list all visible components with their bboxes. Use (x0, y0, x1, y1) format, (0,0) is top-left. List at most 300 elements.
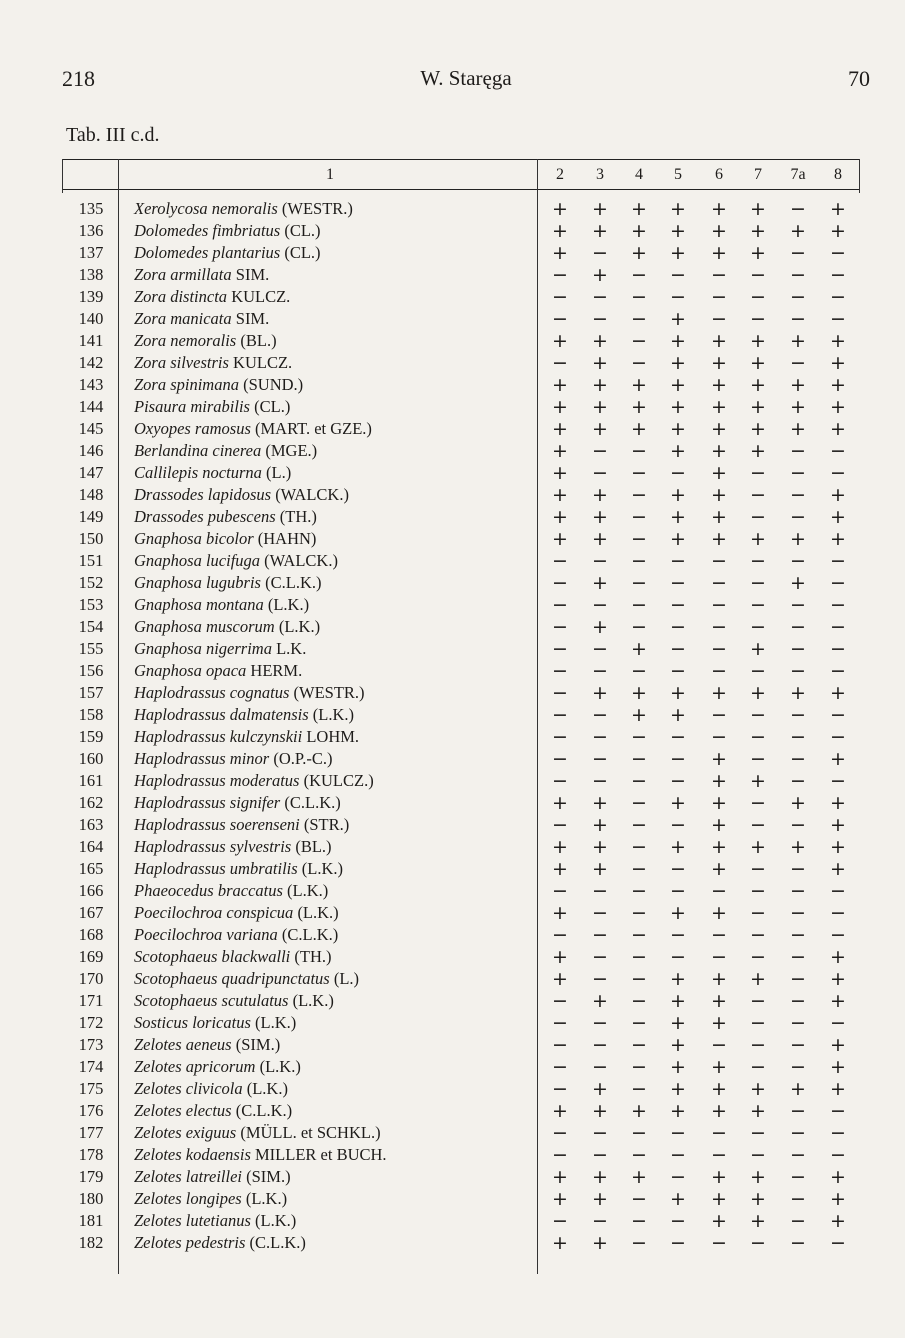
species-author: (O.P.-C.) (273, 749, 333, 768)
presence-mark: − (790, 858, 806, 880)
presence-mark: − (711, 1034, 727, 1056)
presence-mark: − (750, 550, 766, 572)
presence-mark: + (592, 836, 608, 858)
species-binomial: Zora spinimana (134, 375, 239, 394)
species-author: (L.K.) (278, 617, 321, 636)
presence-mark: − (670, 462, 686, 484)
presence-mark: − (750, 814, 766, 836)
presence-mark: − (830, 1144, 846, 1166)
species-author: (SUND.) (243, 375, 304, 394)
species-author: (WALCK.) (264, 551, 338, 570)
table-row (62, 198, 860, 220)
presence-mark: − (592, 550, 608, 572)
presence-mark: − (552, 660, 568, 682)
presence-mark: + (631, 638, 647, 660)
species-author: SIM. (235, 309, 270, 328)
presence-mark: − (552, 1144, 568, 1166)
presence-mark: + (592, 1100, 608, 1122)
presence-mark: − (552, 1078, 568, 1100)
presence-mark: − (790, 286, 806, 308)
species-name (134, 1188, 287, 1210)
presence-mark: − (750, 286, 766, 308)
presence-mark: − (711, 616, 727, 638)
presence-mark: − (670, 880, 686, 902)
presence-mark: + (711, 682, 727, 704)
column-header-7: 7 (754, 166, 762, 183)
table-row (62, 726, 860, 748)
species-name (134, 220, 321, 242)
presence-mark: − (631, 352, 647, 374)
species-table (62, 159, 860, 1254)
column-divider-number (118, 159, 119, 1274)
species-name (134, 242, 321, 264)
presence-mark: + (830, 1034, 846, 1056)
table-row (62, 1144, 860, 1166)
table-caption: Tab. III c.d. (66, 124, 160, 146)
row-number: 154 (78, 617, 104, 636)
presence-mark: − (790, 704, 806, 726)
presence-mark: + (790, 682, 806, 704)
species-binomial: Zelotes kodaensis (134, 1145, 251, 1164)
row-number: 139 (78, 287, 104, 306)
presence-mark: + (711, 990, 727, 1012)
presence-mark: − (670, 770, 686, 792)
presence-mark: − (592, 242, 608, 264)
running-head (62, 66, 870, 96)
presence-mark: − (670, 264, 686, 286)
presence-mark: + (711, 440, 727, 462)
species-author: (TH.) (279, 507, 317, 526)
species-author: (BL.) (240, 331, 277, 350)
species-author: (L.K.) (255, 1211, 297, 1230)
presence-mark: + (830, 968, 846, 990)
presence-mark: + (750, 770, 766, 792)
presence-mark: − (830, 616, 846, 638)
presence-mark: − (592, 1210, 608, 1232)
presence-mark: + (552, 396, 568, 418)
presence-mark: − (592, 726, 608, 748)
species-binomial: Haplodrassus signifer (134, 793, 281, 812)
presence-mark: + (592, 220, 608, 242)
presence-mark: − (750, 616, 766, 638)
row-number: 179 (78, 1167, 104, 1186)
presence-mark: + (670, 836, 686, 858)
species-name (134, 1034, 280, 1056)
presence-mark: − (552, 264, 568, 286)
species-name (134, 330, 277, 352)
presence-mark: + (670, 396, 686, 418)
row-number: 150 (78, 529, 104, 548)
presence-mark: + (552, 858, 568, 880)
species-binomial: Gnaphosa bicolor (134, 529, 254, 548)
presence-mark: + (750, 1166, 766, 1188)
presence-mark: − (670, 1210, 686, 1232)
presence-mark: − (670, 1122, 686, 1144)
presence-mark: + (552, 440, 568, 462)
species-binomial: Haplodrassus umbratilis (134, 859, 298, 878)
table-row (62, 924, 860, 946)
presence-mark: + (830, 1056, 846, 1078)
presence-mark: − (790, 1232, 806, 1254)
species-name (134, 1232, 306, 1254)
row-number: 140 (78, 309, 104, 328)
presence-mark: − (830, 440, 846, 462)
presence-mark: + (670, 682, 686, 704)
row-number: 167 (78, 903, 104, 922)
presence-mark: + (711, 902, 727, 924)
row-number: 137 (78, 243, 104, 262)
species-author: (L.) (333, 969, 360, 988)
presence-mark: + (552, 330, 568, 352)
presence-mark: − (552, 1056, 568, 1078)
presence-mark: − (631, 440, 647, 462)
species-author: (L.K.) (312, 705, 355, 724)
presence-mark: + (830, 946, 846, 968)
presence-mark: − (631, 924, 647, 946)
species-binomial: Zelotes clivicola (134, 1079, 243, 1098)
presence-mark: + (711, 1166, 727, 1188)
species-binomial: Zelotes longipes (134, 1189, 242, 1208)
presence-mark: − (552, 352, 568, 374)
column-divider-species (537, 159, 538, 1274)
column-header-4: 4 (635, 166, 643, 183)
presence-mark: − (830, 770, 846, 792)
presence-mark: + (711, 968, 727, 990)
presence-mark: − (750, 924, 766, 946)
presence-mark: − (552, 286, 568, 308)
presence-mark: + (552, 1188, 568, 1210)
presence-mark: − (631, 550, 647, 572)
table-row (62, 880, 860, 902)
row-number: 142 (78, 353, 104, 372)
presence-mark: + (670, 528, 686, 550)
species-name (134, 836, 332, 858)
row-number: 141 (78, 331, 104, 350)
presence-mark: − (711, 704, 727, 726)
presence-mark: + (830, 484, 846, 506)
presence-mark: + (670, 1034, 686, 1056)
column-header-3: 3 (596, 166, 604, 183)
row-number: 157 (78, 683, 104, 702)
presence-mark: − (552, 880, 568, 902)
presence-mark: − (830, 660, 846, 682)
species-name (134, 858, 343, 880)
table-row (62, 308, 860, 330)
row-number: 136 (78, 221, 104, 240)
species-binomial: Gnaphosa lugubris (134, 573, 261, 592)
presence-mark: − (790, 484, 806, 506)
species-name (134, 594, 309, 616)
species-binomial: Haplodrassus sylvestris (134, 837, 292, 856)
presence-mark: + (711, 1078, 727, 1100)
row-number: 143 (78, 375, 104, 394)
presence-mark: − (670, 550, 686, 572)
presence-mark: − (592, 1012, 608, 1034)
presence-mark: − (830, 308, 846, 330)
presence-mark: − (552, 638, 568, 660)
species-author: LOHM. (306, 727, 360, 746)
species-binomial: Zora distincta (134, 287, 228, 306)
species-binomial: Haplodrassus cognatus (134, 683, 290, 702)
table-row (62, 682, 860, 704)
presence-mark: + (711, 858, 727, 880)
column-header-1: 1 (326, 166, 334, 183)
table-row (62, 440, 860, 462)
species-binomial: Scotophaeus scutulatus (134, 991, 289, 1010)
species-author: (SIM.) (235, 1035, 281, 1054)
row-number: 169 (78, 947, 104, 966)
presence-mark: − (670, 638, 686, 660)
table-row (62, 946, 860, 968)
presence-mark: + (830, 990, 846, 1012)
species-name (134, 352, 292, 374)
presence-mark: − (552, 550, 568, 572)
presence-mark: − (711, 924, 727, 946)
table-row (62, 374, 860, 396)
presence-mark: − (750, 462, 766, 484)
column-header-6: 6 (715, 166, 723, 183)
presence-mark: − (711, 308, 727, 330)
presence-mark: + (631, 242, 647, 264)
species-name (134, 1100, 292, 1122)
presence-mark: − (592, 770, 608, 792)
presence-mark: − (552, 924, 568, 946)
row-number: 147 (78, 463, 104, 482)
presence-mark: + (552, 418, 568, 440)
presence-mark: − (790, 550, 806, 572)
presence-mark: + (830, 1166, 846, 1188)
presence-mark: − (750, 572, 766, 594)
species-name (134, 990, 334, 1012)
presence-mark: − (830, 1122, 846, 1144)
species-author: (L.K.) (245, 1189, 288, 1208)
presence-mark: − (592, 1034, 608, 1056)
table-row (62, 484, 860, 506)
species-binomial: Gnaphosa montana (134, 595, 264, 614)
species-name (134, 792, 341, 814)
table-row (62, 572, 860, 594)
species-binomial: Drassodes pubescens (134, 507, 276, 526)
presence-mark: − (790, 1144, 806, 1166)
presence-mark: − (552, 814, 568, 836)
table-body (62, 198, 860, 1254)
presence-mark: + (670, 440, 686, 462)
presence-mark: − (670, 616, 686, 638)
row-number: 144 (78, 397, 104, 416)
table-row (62, 638, 860, 660)
species-author: (WESTR.) (281, 199, 353, 218)
species-binomial: Zora manicata (134, 309, 232, 328)
presence-mark: − (711, 550, 727, 572)
species-name (134, 682, 365, 704)
presence-mark: + (830, 1078, 846, 1100)
species-author: SIM. (235, 265, 270, 284)
presence-mark: + (670, 902, 686, 924)
presence-mark: − (711, 660, 727, 682)
row-number: 163 (78, 815, 104, 834)
table-left-border (62, 159, 63, 193)
row-number: 160 (78, 749, 104, 768)
presence-mark: − (592, 968, 608, 990)
species-binomial: Pisaura mirabilis (134, 397, 250, 416)
presence-mark: − (711, 638, 727, 660)
presence-mark: + (552, 1232, 568, 1254)
presence-mark: − (552, 1034, 568, 1056)
presence-mark: + (711, 1188, 727, 1210)
species-author: (MÜLL. et SCHKL.) (240, 1123, 381, 1142)
presence-mark: − (750, 1122, 766, 1144)
presence-mark: + (670, 374, 686, 396)
species-author: (MGE.) (265, 441, 318, 460)
presence-mark: + (592, 814, 608, 836)
species-author: (L.K.) (267, 595, 310, 614)
presence-mark: + (592, 1188, 608, 1210)
presence-mark: + (711, 462, 727, 484)
presence-mark: − (711, 1232, 727, 1254)
presence-mark: − (592, 924, 608, 946)
species-name (134, 198, 353, 220)
row-number: 158 (78, 705, 104, 724)
presence-mark: − (670, 286, 686, 308)
species-binomial: Zelotes electus (134, 1101, 232, 1120)
species-author: (L.K.) (246, 1079, 288, 1098)
presence-mark: − (750, 506, 766, 528)
presence-mark: + (631, 704, 647, 726)
presence-mark: − (670, 726, 686, 748)
row-number: 161 (78, 771, 104, 790)
species-name (134, 1122, 381, 1144)
species-author: (L.K.) (297, 903, 339, 922)
presence-mark: + (750, 1100, 766, 1122)
species-name (134, 1078, 288, 1100)
presence-mark: − (670, 660, 686, 682)
presence-mark: + (592, 990, 608, 1012)
presence-mark: − (750, 1034, 766, 1056)
presence-mark: − (631, 880, 647, 902)
presence-mark: − (552, 770, 568, 792)
presence-mark: + (552, 506, 568, 528)
table-row (62, 858, 860, 880)
presence-mark: − (592, 638, 608, 660)
species-author: (C.L.K.) (284, 793, 341, 812)
presence-mark: + (670, 704, 686, 726)
column-header-8: 8 (834, 166, 842, 183)
presence-mark: + (711, 396, 727, 418)
presence-mark: + (711, 748, 727, 770)
page-number: 218 (62, 66, 95, 91)
presence-mark: − (631, 616, 647, 638)
presence-mark: + (830, 198, 846, 220)
presence-mark: + (552, 836, 568, 858)
table-row (62, 506, 860, 528)
presence-mark: − (750, 792, 766, 814)
species-binomial: Zelotes apricorum (134, 1057, 256, 1076)
presence-mark: + (711, 330, 727, 352)
presence-mark: − (750, 880, 766, 902)
presence-mark: + (750, 330, 766, 352)
presence-mark: − (592, 748, 608, 770)
presence-mark: + (631, 396, 647, 418)
presence-mark: − (631, 1144, 647, 1166)
species-binomial: Scotophaeus blackwalli (134, 947, 291, 966)
row-number: 180 (78, 1189, 104, 1208)
presence-mark: + (592, 682, 608, 704)
row-number: 135 (78, 199, 104, 218)
presence-mark: − (830, 880, 846, 902)
table-row (62, 704, 860, 726)
presence-mark: + (670, 1056, 686, 1078)
presence-mark: − (750, 1144, 766, 1166)
presence-mark: − (750, 264, 766, 286)
presence-mark: − (631, 770, 647, 792)
presence-mark: + (670, 968, 686, 990)
table-row (62, 792, 860, 814)
row-number: 159 (78, 727, 104, 746)
table-row (62, 1188, 860, 1210)
presence-mark: + (750, 220, 766, 242)
presence-mark: + (552, 792, 568, 814)
presence-mark: + (711, 374, 727, 396)
presence-mark: − (631, 858, 647, 880)
presence-mark: − (790, 1034, 806, 1056)
presence-mark: − (631, 1034, 647, 1056)
species-name (134, 396, 290, 418)
presence-mark: + (670, 792, 686, 814)
presence-mark: − (631, 1210, 647, 1232)
presence-mark: − (670, 594, 686, 616)
species-author: MILLER et BUCH. (255, 1145, 387, 1164)
presence-mark: − (750, 484, 766, 506)
species-name (134, 462, 291, 484)
presence-mark: − (670, 814, 686, 836)
presence-mark: + (750, 682, 766, 704)
species-binomial: Scotophaeus quadripunctatus (134, 969, 330, 988)
presence-mark: − (790, 924, 806, 946)
presence-mark: + (670, 418, 686, 440)
presence-mark: − (790, 1188, 806, 1210)
species-binomial: Haplodrassus dalmatensis (134, 705, 309, 724)
species-binomial: Gnaphosa lucifuga (134, 551, 261, 570)
presence-mark: − (592, 902, 608, 924)
presence-mark: + (830, 748, 846, 770)
presence-mark: − (790, 1056, 806, 1078)
presence-mark: − (830, 286, 846, 308)
row-number: 156 (78, 661, 104, 680)
presence-mark: − (631, 1122, 647, 1144)
species-name (134, 660, 302, 682)
presence-mark: + (830, 418, 846, 440)
presence-mark: − (830, 902, 846, 924)
species-binomial: Xerolycosa nemoralis (134, 199, 278, 218)
presence-mark: − (790, 968, 806, 990)
species-binomial: Zelotes lutetianus (134, 1211, 251, 1230)
presence-mark: − (711, 286, 727, 308)
presence-mark: + (670, 198, 686, 220)
species-binomial: Haplodrassus kulczynskii (134, 727, 303, 746)
species-name (134, 418, 372, 440)
presence-mark: − (670, 748, 686, 770)
presence-mark: − (592, 1056, 608, 1078)
presence-mark: + (552, 198, 568, 220)
presence-mark: + (592, 418, 608, 440)
table-row (62, 1232, 860, 1254)
presence-mark: + (830, 330, 846, 352)
presence-mark: − (750, 858, 766, 880)
presence-mark: + (711, 770, 727, 792)
presence-mark: − (830, 572, 846, 594)
presence-mark: − (552, 1012, 568, 1034)
presence-mark: + (552, 902, 568, 924)
